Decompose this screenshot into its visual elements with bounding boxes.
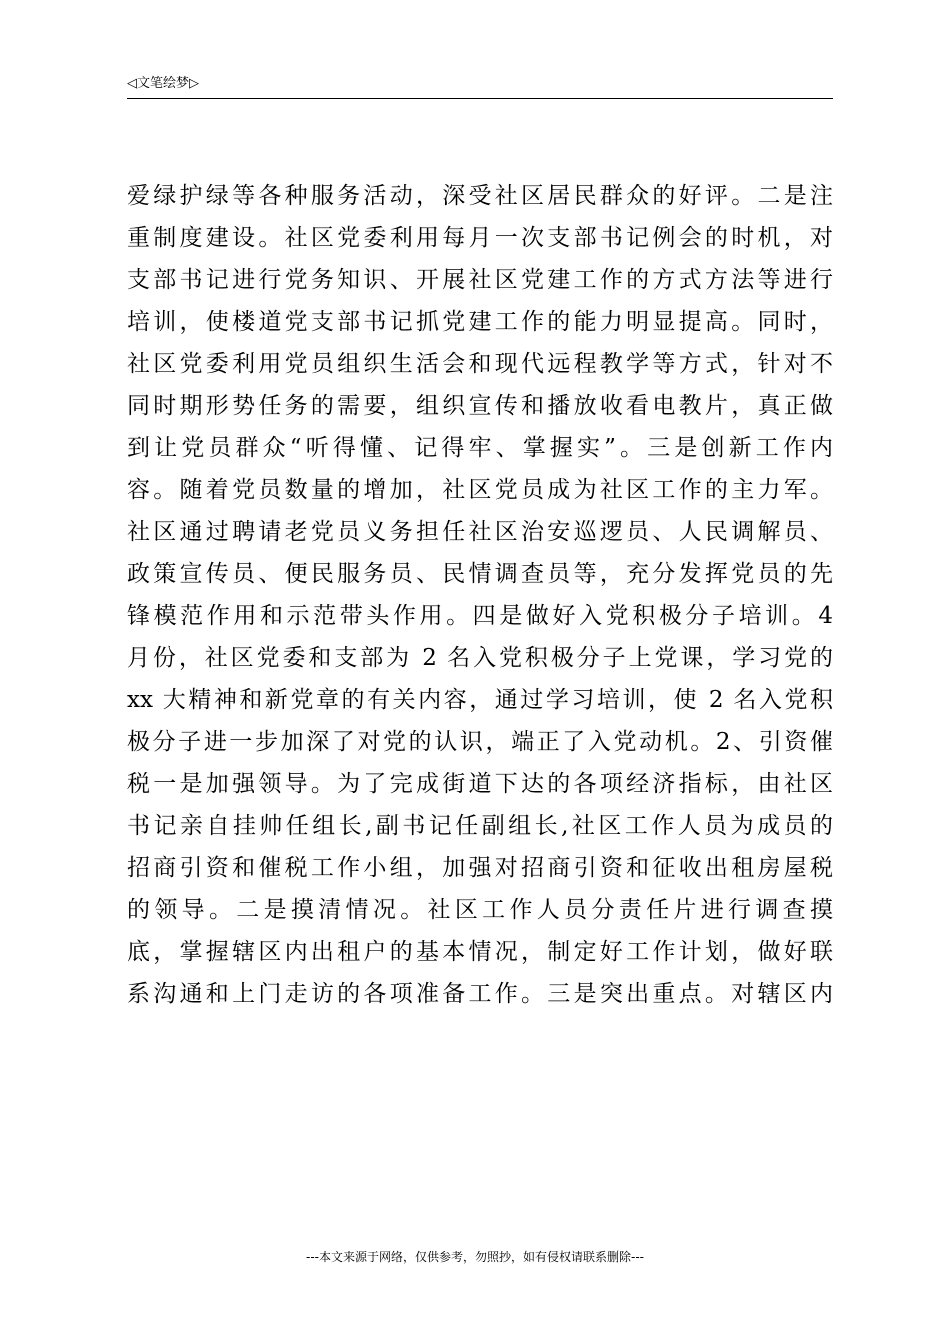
body-line: 书记亲自挂帅任组长,副书记任副组长,社区工作人员为成员的	[127, 813, 833, 839]
body-line: 同时期形势任务的需要，组织宣传和播放收看电教片，真正做	[127, 393, 833, 419]
body-line: 社区通过聘请老党员义务担任社区治安巡逻员、人民调解员、	[127, 519, 833, 545]
right-triangle-icon: ▷	[189, 76, 200, 91]
document-body	[127, 175, 833, 1015]
body-line: 系沟通和上门走访的各项准备工作。三是突出重点。对辖区内	[127, 981, 833, 1007]
body-line: 政策宣传员、便民服务员、民情调查员等，充分发挥党员的先	[127, 561, 833, 587]
left-triangle-icon: ◁	[127, 76, 137, 91]
body-line: 容。随着党员数量的增加，社区党员成为社区工作的主力军。	[127, 477, 833, 503]
body-line: 底，掌握辖区内出租户的基本情况，制定好工作计划，做好联	[127, 939, 833, 965]
body-line: 税一是加强领导。为了完成街道下达的各项经济指标，由社区	[127, 771, 833, 797]
body-line: 支部书记进行党务知识、开展社区党建工作的方式方法等进行	[127, 267, 833, 293]
page-footer-disclaimer: ---本文来源于网络，仅供参考，勿照抄，如有侵权请联系删除---	[306, 1250, 644, 1264]
body-line: 的领导。二是摸清情况。社区工作人员分责任片进行调查摸	[127, 897, 833, 923]
body-line: 极分子进一步加深了对党的认识，端正了入党动机。2、引资催	[127, 729, 833, 755]
body-line: 重制度建设。社区党委利用每月一次支部书记例会的时机，对	[127, 225, 833, 251]
body-line: 培训，使楼道党支部书记抓党建工作的能力明显提高。同时，	[127, 309, 833, 335]
header-brand-text: 文笔绘梦	[137, 76, 190, 91]
body-line: 到让党员群众“听得懂、记得牢、掌握实”。三是创新工作内	[127, 435, 833, 461]
header-brand-mark	[127, 76, 199, 92]
body-line: xx 大精神和新党章的有关内容，通过学习培训，使 2 名入党积	[127, 687, 833, 713]
body-line: 爱绿护绿等各种服务活动，深受社区居民群众的好评。二是注	[127, 183, 833, 209]
body-line: 锋模范作用和示范带头作用。四是做好入党积极分子培训。4	[127, 603, 833, 629]
page-header	[127, 74, 833, 99]
body-line: 月份，社区党委和支部为 2 名入党积极分子上党课，学习党的	[127, 645, 833, 671]
body-line: 社区党委利用党员组织生活会和现代远程教学等方式，针对不	[127, 351, 833, 377]
body-line: 招商引资和催税工作小组，加强对招商引资和征收出租房屋税	[127, 855, 833, 881]
